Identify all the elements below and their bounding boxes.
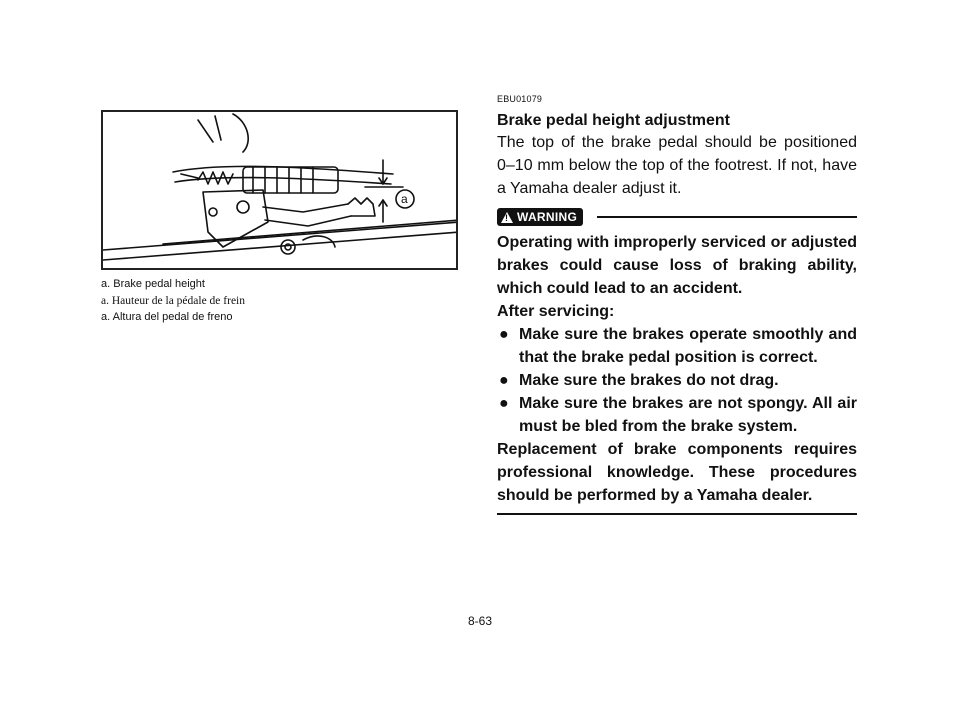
page-number: 8-63 (467, 614, 493, 628)
list-item: ● Make sure the brakes do not drag. (497, 369, 857, 392)
brake-pedal-illustration (101, 110, 458, 270)
after-servicing-label: After servicing: (497, 303, 615, 320)
warning-intro: Operating with improperly serviced or adjusted brakes could cause loss of braking ability, which could lead to an accident. (497, 234, 857, 297)
section-body: The top of the brake pedal should be positioned 0–10 mm below the top of the footrest. If not, have a Yamaha dealer adjust it. (497, 134, 857, 197)
warning-body (497, 231, 857, 507)
bullet-icon: ● (499, 372, 509, 389)
section-title: Brake pedal height adjustment (497, 112, 730, 129)
callout-letter: a (401, 192, 408, 206)
caption-french: a. Hauteur de la pédale de frein (101, 294, 245, 307)
right-column (497, 94, 857, 515)
warning-header (497, 205, 857, 229)
figure-captions (101, 276, 245, 326)
caption-spanish: a. Altura del pedal de freno (101, 311, 233, 323)
bullet-icon: ● (499, 326, 509, 343)
warning-closing: Replacement of brake components requires professional knowledge. These procedures should be performed by a Yamaha dealer. (497, 441, 857, 504)
warning-badge (497, 208, 583, 226)
warning-bullets (497, 323, 857, 438)
brake-pedal-drawing (103, 112, 458, 270)
list-item: ● Make sure the brakes operate smoothly and that the brake pedal position is correct. (497, 323, 857, 369)
warning-end-rule (497, 513, 857, 515)
list-item: ● Make sure the brakes are not spongy. All air must be bled from the brake system. (497, 392, 857, 438)
warning-label: WARNING (517, 210, 578, 224)
bullet-icon: ● (499, 395, 509, 412)
warning-rule (597, 216, 857, 218)
caption-english: a. Brake pedal height (101, 278, 205, 290)
section-code: EBU01079 (497, 94, 543, 104)
warning-triangle-icon (501, 212, 513, 223)
